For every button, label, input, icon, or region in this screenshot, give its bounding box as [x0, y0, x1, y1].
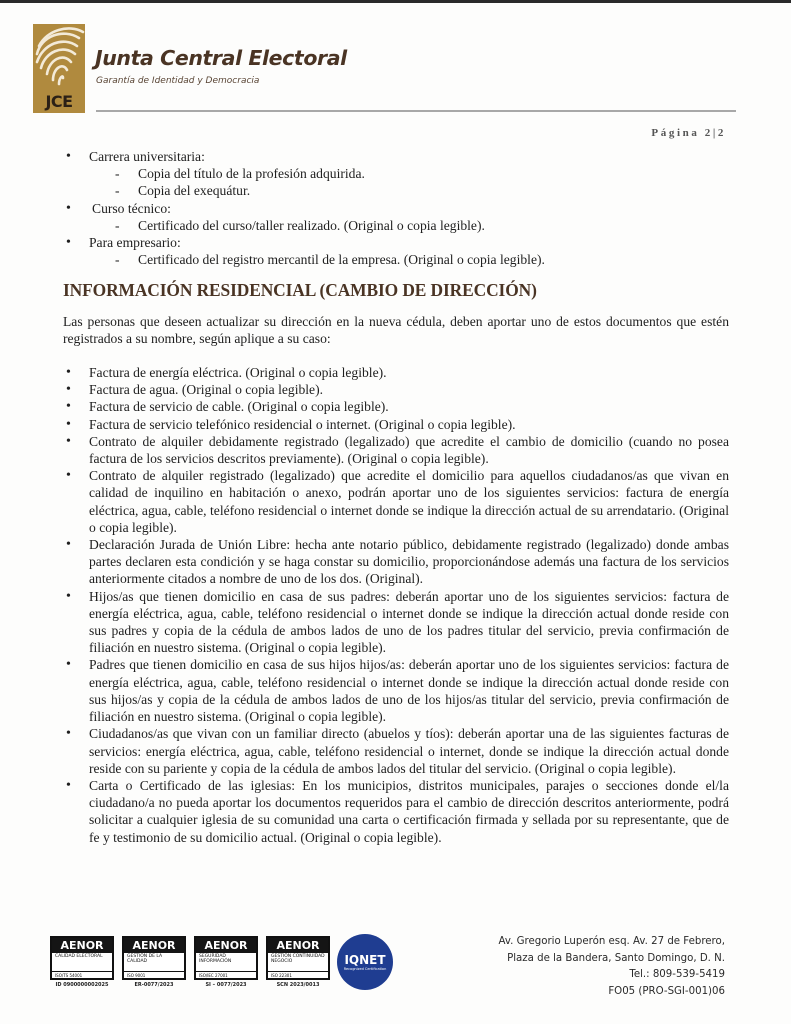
list-item: • Declaración Jurada de Unión Libre: hecha ante notario público, debidamente registrado (legalizado) donde ambas partes declaren esta condición y se haga constar su domicilio, proporcionándose además una factura de los servicios anteriormente citados a nombre de uno de los dos. (Original).	[63, 536, 729, 588]
education-requirements-list	[63, 148, 729, 268]
aenor-badge	[266, 936, 330, 980]
phone-line: Tel.: 809-539-5419	[629, 969, 725, 980]
list-item: • Para empresario:	[63, 234, 729, 251]
page-number: Página 2|2	[651, 127, 726, 139]
footer-address	[499, 934, 725, 1000]
organization-tagline: Garantía de Identidad y Democracia	[96, 76, 260, 86]
list-item: • Padres que tienen domicilio en casa de sus hijos hijos/as: deberán aportar uno de los siguientes servicios: factura de energía eléctrica, agua, cable, teléfono residencial o internet donde se indique la dirección actual donde reside con sus hijos/as y copia de la cédula de ambos lados de uno de los hijos/as titular del servicio, previa confirmación de filiación en nuestro sistema. (Original o copia legible).	[63, 656, 729, 725]
list-item: • Carrera universitaria:	[63, 148, 729, 165]
badge-code: ER-0077/2023	[134, 982, 174, 988]
aenor-badge	[50, 936, 114, 980]
sub-list-item: - Copia del exequátur.	[63, 182, 729, 199]
address-line: Av. Gregorio Luperón esq. Av. 27 de Febrero,	[498, 936, 725, 947]
top-border	[0, 0, 791, 3]
residential-documents-list	[63, 364, 729, 846]
list-item: • Ciudadanos/as que vivan con un familiar directo (abuelos y tíos): deberán aportar una de las siguientes facturas de servicios: energía eléctrica, agua, cable, teléfono residencial o internet, donde se indique la dirección actual donde reside con su pariente y copia de la cédula de ambos lados del titular del servicio. (Original o copia legible).	[63, 725, 729, 777]
jce-logo	[33, 24, 85, 113]
badge-standard: ISO 9001	[127, 973, 146, 978]
sub-list-item: - Copia del título de la profesión adquirida.	[63, 165, 729, 182]
fingerprint-icon	[33, 24, 85, 94]
list-item: • Factura de servicio telefónico residencial o internet. (Original o copia legible).	[63, 416, 729, 433]
list-item: • Curso técnico:	[63, 200, 729, 217]
sub-list-item: - Certificado del registro mercantil de la empresa. (Original o copia legible).	[63, 251, 729, 268]
badge-brand: AENOR	[52, 938, 112, 953]
header-divider	[96, 110, 736, 112]
address-line: Plaza de la Bandera, Santo Domingo, D. N.	[507, 952, 725, 964]
list-item: • Factura de servicio de cable. (Original o copia legible).	[63, 398, 729, 415]
list-item: • Carta o Certificado de las iglesias: En los municipios, distritos municipales, parajes o secciones donde el/la ciudadano/a no pueda aportar los documentos requeridos para el cambio de dirección descritos anteriormente, podrá solicitar a cualquier iglesia de su comunidad una carta o certificación firmada y sellada por su representante, que de fe y testimonio de su domicilio actual. (Original o copia legible).	[63, 777, 729, 846]
badge-description: CALIDAD ELECTORAL	[52, 953, 112, 972]
list-item: • Factura de energía eléctrica. (Original o copia legible).	[63, 364, 729, 381]
badge-standard: ISO/TS 54001	[55, 973, 83, 978]
form-code: FO05 (PRO-SGI-001)06	[608, 985, 725, 997]
logo-acronym: JCE	[45, 92, 73, 111]
list-item: • Contrato de alquiler registrado (legalizado) que acredite el domicilio para aquellos ciudadanos/as que vivan en calidad de inquilino en habitación o anexo, podrán aportar uno de los siguientes servicios: factura de energía eléctrica, agua, cable, teléfono residencial o internet donde se indique la dirección actual de su arrendatario. (Original o copia legible).	[63, 467, 729, 536]
document-body	[63, 148, 729, 846]
list-item: • Hijos/as que tienen domicilio en casa de sus padres: deberán aportar uno de los siguientes servicios: factura de energía eléctrica, agua, cable, teléfono residencial o internet donde se indique la dirección actual donde reside con sus padres y copia de la cédula de ambos lados de uno de los padres titular del servicio, previa confirmación de filiación en nuestro sistema. (Original o copia legible).	[63, 588, 729, 657]
badge-standard: ISO/IEC 27001	[199, 973, 228, 978]
iqnet-badge	[337, 934, 393, 990]
badge-brand: AENOR	[268, 938, 328, 953]
document-header	[33, 24, 743, 119]
badge-description: GESTIÓN CONTINUIDAD NEGOCIO	[268, 953, 328, 972]
badge-brand: AENOR	[124, 938, 184, 953]
iqnet-subtitle: Recognized Certification	[343, 967, 387, 971]
list-item: • Factura de agua. (Original o copia legible).	[63, 381, 729, 398]
aenor-badge	[122, 936, 186, 980]
iqnet-name: IQNET	[344, 953, 386, 967]
badge-description: GESTIÓN DE LA CALIDAD	[124, 953, 184, 972]
organization-name: Junta Central Electoral	[95, 46, 347, 70]
section-intro: Las personas que deseen actualizar su dirección en la nueva cédula, deben aportar uno de estos documentos que estén registrados a su nombre, según aplique a su caso:	[63, 313, 729, 346]
badge-code: SI – 0077/2023	[205, 982, 247, 988]
section-title: INFORMACIÓN RESIDENCIAL (CAMBIO DE DIRECCIÓN)	[63, 280, 537, 301]
badge-code: ID 0900000002025	[55, 982, 109, 988]
sub-list-item: - Certificado del curso/taller realizado. (Original o copia legible).	[63, 217, 729, 234]
badge-standard: ISO 22301	[271, 973, 292, 978]
list-item: • Contrato de alquiler debidamente registrado (legalizado) que acredite el cambio de domicilio (cuando no posea factura de los servicios descritos previamente). (Original o copia legible).	[63, 433, 729, 467]
aenor-badge	[194, 936, 258, 980]
badge-description: SEGURIDAD INFORMACIÓN	[196, 953, 256, 972]
badge-code: SCN 2023/0013	[276, 982, 320, 988]
badge-brand: AENOR	[196, 938, 256, 953]
